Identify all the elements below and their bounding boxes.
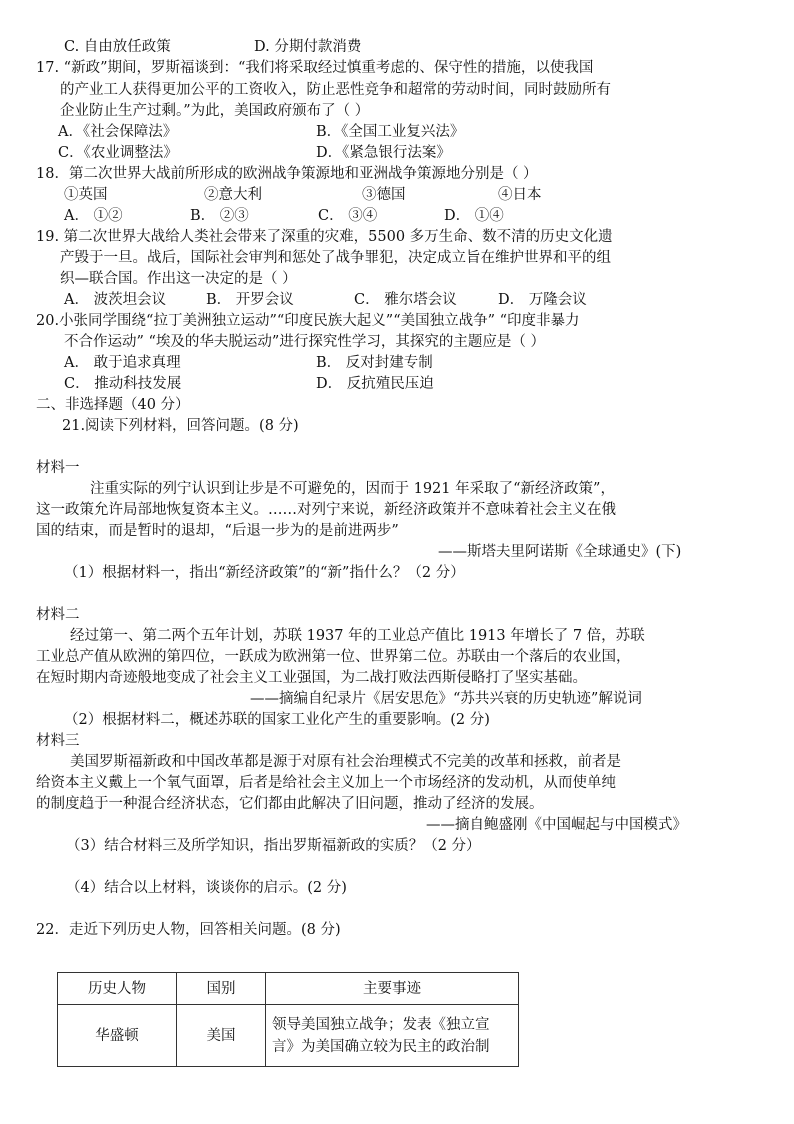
material-1-line-3: 国的结束，而是暂时的退却，“后退一步为的是前进两步” (36, 523, 399, 539)
q18-option-c: C． ③④ (318, 208, 378, 224)
q20-option-b: B． 反对封建专制 (316, 355, 433, 371)
q17-line-3: 企业防止生产过剩。”为此，美国政府颁布了（ ） (60, 103, 370, 119)
material-1-line-1: 注重实际的列宁认识到让步是不可避免的，因而于 1921 年采取了“新经济政策”， (90, 481, 615, 497)
q18-choice-1: ①英国 (64, 187, 108, 203)
q18-choice-4: ④日本 (498, 187, 542, 203)
q18-option-d: D． ①④ (444, 208, 504, 224)
material-2-source: ——摘编自纪录片《居安思危》“苏共兴衰的历史轨迹”解说词 (250, 691, 642, 707)
q19-line-3: 织—联合国。作出这一决定的是（ ） (60, 271, 297, 287)
cell-deeds-line-1: 领导美国独立战争；发表《独立宣 (272, 1016, 490, 1033)
q19-line-1: 19. 第二次世界大战给人类社会带来了深重的灾难，5500 多万生命、数不清的历史文化遗 (36, 229, 613, 245)
material-2-line-3: 在短时期内奇迹般地变成了社会主义工业强国，为二战打败法西斯侵略打了坚实基础。 (36, 670, 587, 686)
header-person: 历史人物 (58, 973, 177, 1005)
q17-option-b: B．《全国工业复兴法》 (316, 124, 465, 140)
cell-person: 华盛顿 (58, 1005, 177, 1067)
q16-option-d: D. 分期付款消费 (254, 39, 362, 55)
q20-option-d: D． 反抗殖民压迫 (316, 376, 434, 392)
table-row (58, 1005, 519, 1067)
q19-option-b: B． 开罗会议 (206, 292, 294, 308)
history-figures-table (57, 972, 519, 1067)
cell-deeds (266, 1005, 519, 1067)
header-deeds: 主要事迹 (266, 973, 519, 1005)
material-3-line-3: 的制度趋于一种混合经济状态，它们都由此解决了旧问题，推动了经济的发展。 (36, 796, 544, 812)
section-heading: 二、非选择题（40 分） (36, 397, 190, 413)
q18-choice-3: ③德国 (362, 187, 406, 203)
q21-sub-3: （3）结合材料三及所学知识，指出罗斯福新政的实质？（2 分） (66, 838, 481, 854)
q20-option-c: C． 推动科技发展 (64, 376, 182, 392)
header-country: 国别 (177, 973, 266, 1005)
q21-sub-4: （4）结合以上材料，谈谈你的启示。(2 分) (66, 880, 347, 896)
q22-title: 22．走近下列历史人物，回答相关问题。(8 分) (36, 922, 341, 938)
q17-option-a: A．《社会保障法》 (58, 124, 178, 140)
q20-option-a: A． 敢于追求真理 (64, 355, 181, 371)
q20-line-2: 不合作运动” “埃及的华夫脱运动”进行探究性学习，其探究的主题应是（ ） (64, 334, 545, 350)
material-1-source: ——斯塔夫里阿诺斯《全球通史》(下) (438, 544, 682, 560)
material-2-line-1: 经过第一、第二两个五年计划，苏联 1937 年的工业总产值比 1913 年增长了 7 倍，苏联 (70, 628, 645, 644)
q19-option-c: C． 雅尔塔会议 (354, 292, 457, 308)
table-header-row (58, 973, 519, 1005)
q19-option-a: A． 波茨坦会议 (64, 292, 167, 308)
cell-deeds-line-2: 言》为美国确立较为民主的政治制 (272, 1038, 490, 1055)
q21-sub-1: （1）根据材料一，指出“新经济政策”的“新”指什么？（2 分） (64, 565, 465, 581)
q17-option-d: D．《紧急银行法案》 (316, 145, 451, 161)
q18-option-b: B． ②③ (190, 208, 249, 224)
material-3-line-1: 美国罗斯福新政和中国改革都是源于对原有社会治理模式不完美的改革和拯救，前者是 (70, 754, 621, 770)
q18-option-a: A． ①② (64, 208, 123, 224)
material-1-label: 材料一 (36, 460, 80, 476)
q19-option-d: D． 万隆会议 (498, 292, 587, 308)
q20-line-1: 20.小张同学围绕“拉丁美洲独立运动”“印度民族大起义”“美国独立战争” “印度非暴力 (36, 313, 580, 329)
material-2-label: 材料二 (36, 607, 80, 623)
q18-choice-2: ②意大利 (204, 187, 262, 203)
material-2-line-2: 工业总产值从欧洲的第四位，一跃成为欧洲第一位、世界第二位。苏联由一个落后的农业国， (36, 649, 631, 665)
material-3-label: 材料三 (36, 733, 80, 749)
material-3-line-2: 给资本主义戴上一个氧气面罩，后者是给社会主义加上一个市场经济的发动机，从而使单纯 (36, 775, 616, 791)
q19-line-2: 产毁于一旦。战后，国际社会审判和惩处了战争罪犯，决定成立旨在维护世界和平的组 (60, 250, 611, 266)
q16-option-c: C. 自由放任政策 (64, 39, 171, 55)
material-3-source: ——摘自鲍盛刚《中国崛起与中国模式》 (426, 817, 687, 833)
q21-title: 21.阅读下列材料，回答问题。(8 分) (62, 418, 299, 434)
material-1-line-2: 这一政策允许局部地恢复资本主义。……对列宁来说，新经济政策并不意味着社会主义在俄 (36, 502, 616, 518)
q18-line: 18．第二次世界大战前所形成的欧洲战争策源地和亚洲战争策源地分别是（ ） (36, 166, 538, 182)
q17-line-1: 17. “新政”期间，罗斯福谈到：“我们将采取经过慎重考虑的、保守性的措施，以使我国 (36, 60, 594, 76)
q17-line-2: 的产业工人获得更加公平的工资收入，防止恶性竞争和超常的劳动时间，同时鼓励所有 (60, 82, 611, 98)
q17-option-c: C．《农业调整法》 (58, 145, 178, 161)
q21-sub-2: （2）根据材料二，概述苏联的国家工业化产生的重要影响。(2 分) (64, 712, 490, 728)
cell-country: 美国 (177, 1005, 266, 1067)
